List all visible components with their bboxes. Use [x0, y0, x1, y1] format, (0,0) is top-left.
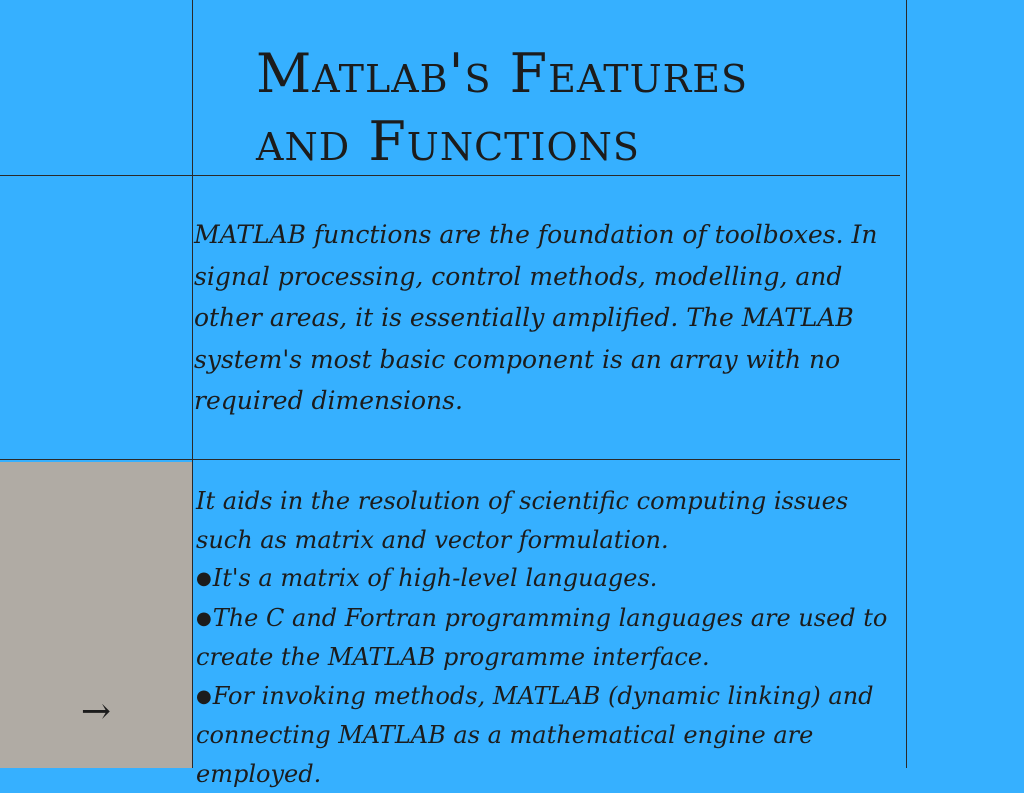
features-intro: It aids in the resolution of scientific computing issues such as matrix and vector formulation.: [196, 482, 896, 559]
horizontal-divider-middle: [0, 459, 900, 460]
bullet-text: It's a matrix of high-level languages.: [213, 564, 658, 592]
title-line-2: and Functions: [256, 108, 876, 176]
list-item: [196, 677, 896, 793]
intro-paragraph: MATLAB functions are the foundation of toolboxes. In signal processing, control methods, modelling, and other areas, it is essentially amplified. The MATLAB system's most basic component is an array with no required dimensions.: [194, 214, 894, 422]
slide-title: [256, 40, 876, 176]
title-line-1: Matlab's Features: [256, 40, 876, 108]
bullet-icon: ●: [196, 686, 212, 707]
list-item: [196, 559, 896, 599]
bullet-icon: ●: [196, 568, 212, 589]
list-item: [196, 599, 896, 677]
bullet-icon: ●: [196, 608, 212, 629]
bullet-text: For invoking methods, MATLAB (dynamic linking) and connecting MATLAB as a mathematical engine are employed.: [196, 682, 874, 788]
vertical-divider-right: [906, 0, 907, 768]
next-arrow-icon[interactable]: →: [74, 692, 118, 732]
vertical-divider-left: [192, 0, 193, 768]
features-list: [196, 482, 896, 793]
bullet-text: The C and Fortran programming languages are used to create the MATLAB programme interface.: [196, 604, 887, 672]
